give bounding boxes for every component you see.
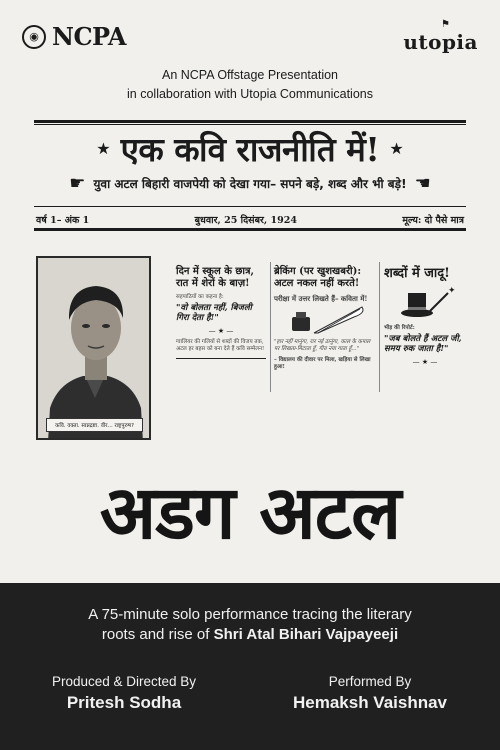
- portrait-caption: कवि. वक्ता. स्वप्नद्रष्टा. वीर... राष्ट्रपुरुष?: [46, 418, 143, 432]
- col3-subhead: भीड़ की रिपोर्ट:: [384, 325, 415, 331]
- flag-icon: ⚑: [441, 19, 450, 30]
- issue-date: बुधवार, 25 दिसंबर, 1924: [194, 215, 297, 226]
- director-credit: [24, 674, 224, 713]
- col1-headline: दिन में स्कूल के छात्र, रात में शेरों के बाज़!: [176, 266, 254, 289]
- portrait-illustration: [38, 258, 151, 440]
- col1-subhead: सहपाठियों का कहना है:: [176, 294, 224, 300]
- col2-subhead: परीक्षा में उत्तर लिखते हैं– कविता में!: [274, 294, 368, 303]
- star-icon: — ★ —: [412, 358, 438, 366]
- pointing-hand-left-icon: ☚: [414, 173, 431, 194]
- footer-panel: [0, 583, 500, 750]
- col2-headline: ब्रेकिंग (पर खुशखबरी): अटल नकल नहीं करते!: [274, 266, 362, 289]
- col1-body: ग्वालियर की गलियों से शब्दों की विजय तक, अटल हर बहस को बना देते हैं कवि सम्मेलन!: [176, 339, 265, 352]
- description-prefix: roots and rise of: [101, 626, 214, 643]
- col1-quote: "वो बोलता नहीं, बिजली गिरा देता है!": [176, 303, 252, 323]
- news-column-3: [384, 266, 466, 366]
- dateline: [34, 209, 466, 230]
- utopia-logo: [403, 20, 478, 54]
- show-title: अडग अटल: [99, 470, 401, 556]
- description-line-2: [0, 625, 500, 645]
- dateline-top-rule: [34, 206, 466, 207]
- show-description: [0, 605, 500, 645]
- performer-credit: [270, 674, 470, 713]
- star-icon: — ★ —: [208, 327, 234, 335]
- tagline-text: युवा अटल बिहारी वाजपेयी को देखा गया– सपने बड़े, शब्द और भी बड़े!: [93, 177, 407, 191]
- column-divider: [270, 262, 271, 392]
- col3-headline: शब्दों में जादू!: [384, 266, 450, 281]
- ncpa-emblem-icon: ◉: [22, 25, 46, 49]
- newspaper-masthead: [34, 126, 466, 171]
- presentation-credit: [0, 66, 500, 104]
- masthead-top-rule: [34, 120, 466, 123]
- masthead-title: एक कवि राजनीति में!: [120, 130, 380, 169]
- star-icon: ★: [96, 139, 111, 158]
- presents-line-1: An NCPA Offstage Presentation: [161, 68, 339, 82]
- director-role: Produced & Directed By: [51, 674, 197, 689]
- performer-name: Hemaksh Vaishnav: [292, 693, 448, 712]
- newspaper-tagline: [34, 173, 466, 194]
- director-name: Pritesh Sodha: [66, 693, 182, 712]
- ncpa-wordmark: NCPA: [52, 22, 126, 51]
- col2-poem: "हार नहीं मानूंगा, रार नई ठानूंगा, काल के कपाल पर लिखता-मिटाता हूँ, गीत नया गाता हूँ...": [274, 339, 371, 352]
- issue-price: मूल्य: दो पैसे मात्र: [402, 215, 464, 226]
- description-line-1: A 75-minute solo performance tracing the literary: [88, 606, 412, 623]
- masthead-top-rule-thin: [34, 124, 466, 125]
- ncpa-logo: [22, 22, 126, 51]
- column-divider: [379, 262, 380, 392]
- poet-portrait: [36, 256, 151, 440]
- col3-quote: "जब बोलते हैं अटल जी, समय रुक जाता है!": [384, 334, 462, 354]
- magic-hat-icon: [384, 281, 466, 321]
- utopia-wordmark: utopia: [403, 30, 478, 54]
- pointing-hand-right-icon: ☛: [69, 173, 86, 194]
- dateline-bottom-rule: [34, 228, 466, 231]
- description-subject: Shri Atal Bihari Vajpayeeji: [213, 626, 399, 643]
- presents-line-2: in collaboration with Utopia Communications: [127, 87, 373, 101]
- col2-body: – विद्यालय की दीवार पर मिला, खड़िया से लिखा हुआ!: [274, 357, 371, 370]
- news-column-1: [176, 266, 266, 359]
- performer-role: Performed By: [328, 674, 412, 689]
- news-column-2: [274, 266, 374, 371]
- star-icon: ★: [389, 139, 404, 158]
- issue-number: वर्ष 1– अंक 1: [36, 215, 90, 226]
- col1-end-rule: [176, 358, 266, 359]
- svg-text:✦: ✦: [448, 286, 456, 296]
- inkwell-quill-icon: [274, 303, 374, 335]
